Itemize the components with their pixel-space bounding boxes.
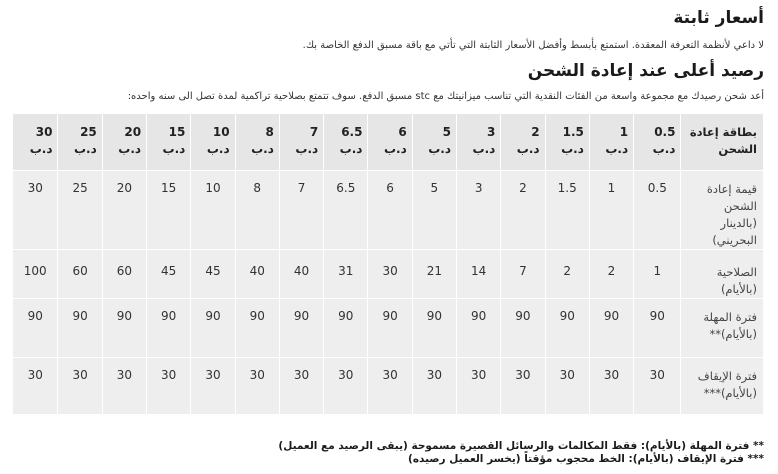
- table-cell: 30: [368, 358, 412, 415]
- card-header-cell: 0.5 د.ب: [634, 114, 681, 171]
- table-cell: 15: [147, 171, 191, 250]
- table-cell: 30: [279, 358, 323, 415]
- card-header-cell: 10 د.ب: [191, 114, 235, 171]
- table-cell: 1: [589, 171, 633, 250]
- table-cell: 14: [457, 250, 501, 299]
- footnote-suspension-period: *** فترة الإيقاف (بالأيام): الخط محجوب مؤقتاً (يخسر العميل رصيده): [408, 453, 764, 465]
- table-cell: 90: [501, 299, 545, 358]
- table-cell: 90: [191, 299, 235, 358]
- table-cell: 90: [545, 299, 589, 358]
- table-cell: 30: [457, 358, 501, 415]
- card-header-cell: 8 د.ب: [235, 114, 279, 171]
- table-cell: 30: [589, 358, 633, 415]
- table-cell: 90: [13, 299, 58, 358]
- table-cell: 90: [279, 299, 323, 358]
- table-cell: 90: [147, 299, 191, 358]
- table-cell: 30: [235, 358, 279, 415]
- table-cell: 30: [324, 358, 368, 415]
- card-header-cell: 6 د.ب: [368, 114, 412, 171]
- table-cell: 21: [412, 250, 456, 299]
- table-cell: 45: [191, 250, 235, 299]
- row-label: قيمة إعادة الشحن (بالدينار البحريني): [681, 171, 764, 250]
- table-header-row: [13, 114, 764, 171]
- footnote-grace-period: ** فترة المهلة (بالأيام): فقط المكالمات والرسائل القصيرة مسموحة (يبقى الرصيد مع العميل): [278, 440, 764, 452]
- table-cell: 3: [457, 171, 501, 250]
- card-header-cell: 1.5 د.ب: [545, 114, 589, 171]
- table-cell: 6: [368, 171, 412, 250]
- fixed-rates-title: أسعار ثابتة: [673, 8, 764, 28]
- table-cell: 90: [235, 299, 279, 358]
- row-label: الصلاحية (بالأيام): [681, 250, 764, 299]
- table-cell: 1: [634, 250, 681, 299]
- table-cell: 60: [102, 250, 146, 299]
- card-header-cell: 2 د.ب: [501, 114, 545, 171]
- table-cell: 30: [501, 358, 545, 415]
- table-row-grace-period: [13, 299, 764, 358]
- table-cell: 7: [279, 171, 323, 250]
- table-cell: 90: [589, 299, 633, 358]
- table-cell: 30: [13, 358, 58, 415]
- table-cell: 40: [235, 250, 279, 299]
- table-cell: 40: [279, 250, 323, 299]
- footnotes: [278, 440, 764, 466]
- table-cell: 5: [412, 171, 456, 250]
- table-cell: 31: [324, 250, 368, 299]
- table-cell: 2: [501, 171, 545, 250]
- header-label-cell: بطاقة إعادة الشحن: [681, 114, 764, 171]
- card-header-cell: 20 د.ب: [102, 114, 146, 171]
- table-row-suspension-period: [13, 358, 764, 415]
- table-cell: 90: [412, 299, 456, 358]
- table-cell: 90: [368, 299, 412, 358]
- table-cell: 30: [545, 358, 589, 415]
- table-cell: 30: [102, 358, 146, 415]
- card-header-cell: 25 د.ب: [58, 114, 102, 171]
- table-cell: 20: [102, 171, 146, 250]
- recharge-title: رصيد أعلى عند إعادة الشحن: [527, 61, 764, 81]
- table-cell: 60: [58, 250, 102, 299]
- recharge-table: [12, 113, 764, 415]
- card-header-cell: 5 د.ب: [412, 114, 456, 171]
- card-header-cell: 1 د.ب: [589, 114, 633, 171]
- table-cell: 30: [191, 358, 235, 415]
- table-row-validity: [13, 250, 764, 299]
- table-cell: 45: [147, 250, 191, 299]
- table-cell: 6.5: [324, 171, 368, 250]
- table-cell: 30: [634, 358, 681, 415]
- card-header-cell: 3 د.ب: [457, 114, 501, 171]
- table-cell: 30: [368, 250, 412, 299]
- table-cell: 10: [191, 171, 235, 250]
- table-cell: 30: [58, 358, 102, 415]
- table-cell: 90: [58, 299, 102, 358]
- table-cell: 2: [589, 250, 633, 299]
- fixed-rates-description: لا داعي لأنظمة التعرفة المعقدة. استمتع بأبسط وأفضل الأسعار الثابتة التي تأتي مع باقة مسبق الدفع الخاصة بك.: [302, 40, 764, 51]
- table-cell: 30: [147, 358, 191, 415]
- card-header-cell: 7 د.ب: [279, 114, 323, 171]
- table-cell: 30: [412, 358, 456, 415]
- table-cell: 0.5: [634, 171, 681, 250]
- recharge-description: أعد شحن رصيدك مع مجموعة واسعة من الفئات النقدية التي تناسب ميزانيتك مع stc مسبق الدفع. سوف تتمتع بصلاحية تراكمية لمدة تصل الى سنه واحده:: [127, 91, 764, 102]
- row-label: فترة الإيقاف (بالأيام)***: [681, 358, 764, 415]
- table-cell: 2: [545, 250, 589, 299]
- row-label: فترة المهلة (بالأيام)**: [681, 299, 764, 358]
- card-header-cell: 30 د.ب: [13, 114, 58, 171]
- table-cell: 100: [13, 250, 58, 299]
- table-cell: 90: [634, 299, 681, 358]
- table-cell: 7: [501, 250, 545, 299]
- table-cell: 1.5: [545, 171, 589, 250]
- table-row-recharge-value: [13, 171, 764, 250]
- table-cell: 90: [457, 299, 501, 358]
- table-cell: 8: [235, 171, 279, 250]
- table-cell: 90: [324, 299, 368, 358]
- card-header-cell: 15 د.ب: [147, 114, 191, 171]
- table-cell: 30: [13, 171, 58, 250]
- card-header-cell: 6.5 د.ب: [324, 114, 368, 171]
- table-cell: 25: [58, 171, 102, 250]
- table-cell: 90: [102, 299, 146, 358]
